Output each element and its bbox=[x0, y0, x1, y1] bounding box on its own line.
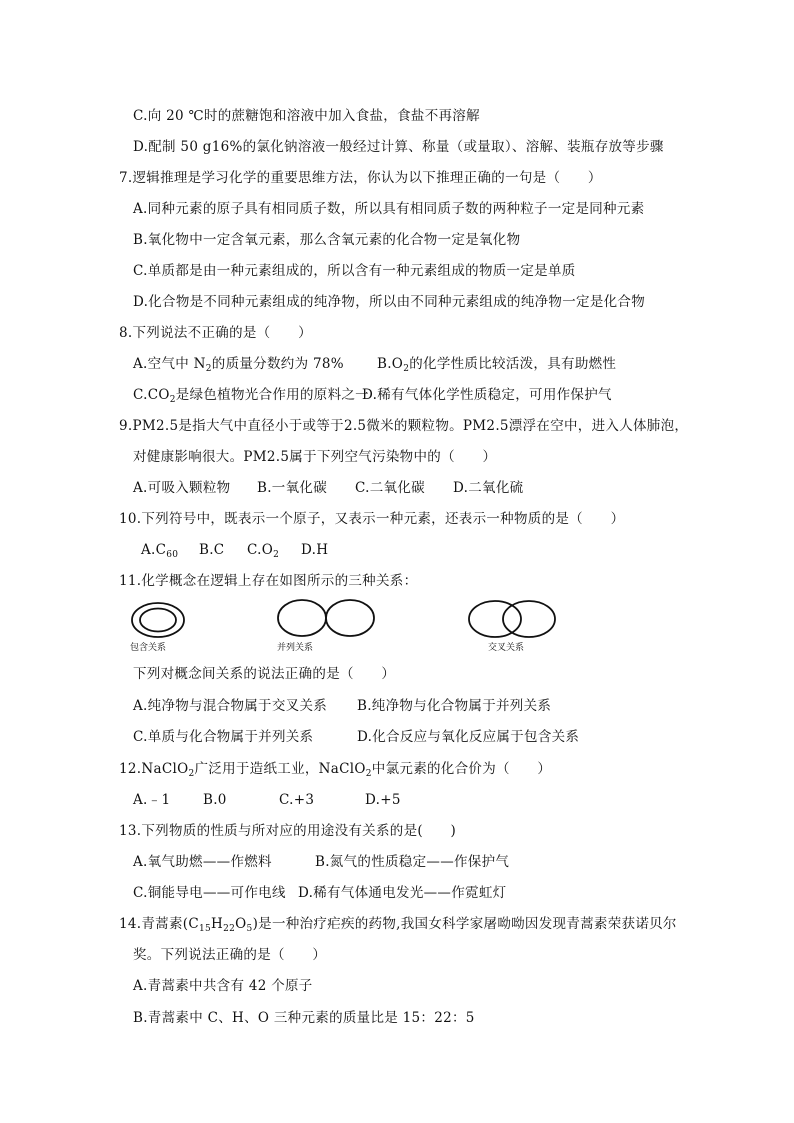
q14-stem-line-1: 14.青蒿素$(C_{15}H_{22}O_5)$是一种治疗疟疾的药物,我国女科学家屠呦呦因发现青蒿素荣获诺贝尔 bbox=[119, 916, 677, 934]
q14-option-a: A.青蒿素中共含有 42 个原子 bbox=[133, 978, 313, 994]
q8-options-row-1 bbox=[133, 355, 693, 373]
q10-options bbox=[141, 541, 441, 559]
intersection-left-circle bbox=[469, 601, 521, 637]
q9-stem-line-1: 9.PM2.5是指大气中直径小于或等于2.5微米的颗粒物。PM2.5漂浮在空中，进入人体肺泡， bbox=[119, 418, 689, 434]
q11-options-row-2 bbox=[133, 728, 693, 746]
q8-stem: 8.下列说法不正确的是（ ） bbox=[119, 325, 312, 341]
q12-option-a: A.﹣1 bbox=[133, 792, 171, 808]
intersection-circles bbox=[469, 601, 555, 637]
q14-option-b: B.青蒿素中 C、H、O 三种元素的质量比是 15：22：5 bbox=[133, 1010, 475, 1026]
q8-option-c: $C.CO_2$是绿色植物光合作用的原料之一 bbox=[133, 387, 369, 405]
q9-option-a: A.可吸入颗粒物 bbox=[133, 480, 231, 496]
intersection-right-circle bbox=[503, 601, 555, 637]
q11-option-d: D.化合反应与氧化反应属于包含关系 bbox=[357, 729, 580, 745]
parallel-circles bbox=[278, 600, 374, 636]
q12-option-b: B.0 bbox=[203, 792, 227, 808]
intersection-label: 交叉关系 bbox=[488, 643, 525, 653]
q10-option-a: $A.C_{60}$ bbox=[141, 542, 179, 560]
q8-option-d: D.稀有气体化学性质稳定，可用作保护气 bbox=[362, 387, 612, 403]
q7-option-d: D.化合物是不同种元素组成的纯净物，所以由不同种元素组成的纯净物一定是化合物 bbox=[133, 294, 646, 310]
q12-stem: 12.NaClO$_2$广泛用于造纸工业，NaClO$_2$中氯元素的化合价为（ ） bbox=[119, 761, 552, 779]
parallel-right-circle bbox=[326, 600, 374, 636]
q12-options bbox=[133, 791, 453, 809]
q9-stem-line-2: 对健康影响很大。PM2.5属于下列空气污染物中的（ ） bbox=[133, 449, 497, 465]
q14-stem-line-2: 奖。下列说法正确的是（ ） bbox=[133, 947, 327, 963]
q11-option-c: C.单质与化合物属于并列关系 bbox=[133, 729, 314, 745]
q11-options-row-1 bbox=[133, 697, 693, 715]
q9-option-c: C.二氧化碳 bbox=[355, 480, 425, 496]
q12-option-d: D.+5 bbox=[365, 792, 401, 808]
relationship-diagram bbox=[126, 596, 576, 658]
q8-options-row-2 bbox=[133, 386, 693, 404]
q13-options-row-2 bbox=[133, 884, 693, 902]
inclusion-inner-circle bbox=[140, 609, 176, 632]
q11-stem-2: 下列对概念间关系的说法正确的是（ ） bbox=[133, 666, 396, 682]
q7-option-b: B.氧化物中一定含氧元素，那么含氧元素的化合物一定是氧化物 bbox=[133, 232, 521, 248]
q11-stem: 11.化学概念在逻辑上存在如图所示的三种关系： bbox=[119, 573, 418, 589]
q13-option-a: A.氧气助燃——作燃料 bbox=[133, 854, 272, 870]
parallel-left-circle bbox=[278, 600, 326, 636]
q10-option-d: D.H bbox=[301, 542, 329, 558]
q12-option-c: C.+3 bbox=[279, 792, 315, 808]
q13-options-row-1 bbox=[133, 853, 693, 871]
q8-option-b: $B.O_2$的化学性质比较活泼，具有助燃性 bbox=[377, 356, 617, 374]
inclusion-circles bbox=[132, 603, 184, 637]
q6-option-c: C.向 20 ℃时的蔗糖饱和溶液中加入食盐，食盐不再溶解 bbox=[133, 108, 480, 124]
q9-option-d: D.二氧化硫 bbox=[453, 480, 524, 496]
q7-option-a: A.同种元素的原子具有相同质子数，所以具有相同质子数的两种粒子一定是同种元素 bbox=[133, 201, 645, 217]
q13-stem: 13.下列物质的性质与所对应的用途没有关系的是( ) bbox=[119, 823, 457, 839]
q6-option-d: D.配制 50 g16%的氯化钠溶液一般经过计算、称量（或量取）、溶解、装瓶存放等步骤 bbox=[133, 139, 664, 155]
q11-option-a: A.纯净物与混合物属于交叉关系 bbox=[133, 698, 328, 714]
q9-options bbox=[133, 479, 693, 497]
q10-option-c: $C.O_2$ bbox=[247, 542, 280, 560]
q13-option-c: C.铜能导电——可作电线 bbox=[133, 885, 286, 901]
q13-option-d: D.稀有气体通电发光——作霓虹灯 bbox=[298, 885, 507, 901]
inclusion-label: 包含关系 bbox=[130, 643, 167, 653]
q7-option-c: C.单质都是由一种元素组成的，所以含有一种元素组成的物质一定是单质 bbox=[133, 263, 576, 279]
q8-option-a: A.空气中 $N_2$的质量分数约为 78% bbox=[133, 356, 344, 374]
q10-stem: 10.下列符号中，既表示一个原子，又表示一种元素，还表示一种物质的是（ ） bbox=[119, 511, 625, 527]
q9-option-b: B.一氧化碳 bbox=[257, 480, 328, 496]
q7-stem: 7.逻辑推理是学习化学的重要思维方法，你认为以下推理正确的一句是（ ） bbox=[119, 170, 602, 186]
q13-option-b: B.氮气的性质稳定——作保护气 bbox=[315, 854, 510, 870]
q10-option-b: B.C bbox=[199, 542, 225, 558]
parallel-label: 并列关系 bbox=[277, 643, 314, 653]
q11-option-b: B.纯净物与化合物属于并列关系 bbox=[357, 698, 552, 714]
